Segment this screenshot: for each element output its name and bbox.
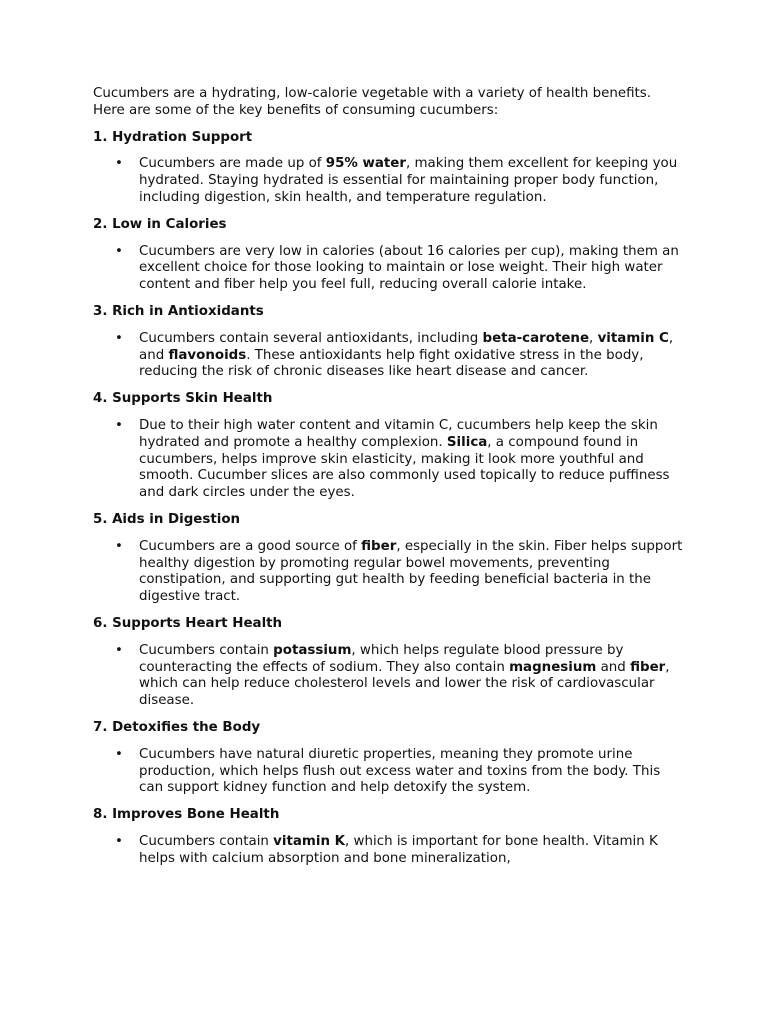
bullet-list	[93, 418, 683, 502]
bold-term: potassium	[273, 642, 352, 658]
bullet-item	[93, 747, 683, 797]
section-heading: 4. Supports Skin Health	[93, 391, 273, 407]
bullet-list	[93, 747, 683, 797]
bullet-glyph: •	[115, 642, 123, 658]
bullet-item	[93, 643, 683, 710]
bullet-glyph: •	[115, 833, 123, 849]
text-run: ,	[589, 330, 598, 346]
bold-term: flavonoids	[168, 347, 247, 363]
text-run: Cucumbers contain	[139, 642, 274, 658]
bullet-glyph: •	[115, 330, 123, 346]
text-run: , which is important for bone health. Vitamin K helps with calcium absorption and bone mineralization,	[139, 833, 658, 866]
bullet-list	[93, 331, 683, 381]
bold-term: magnesium	[509, 659, 597, 675]
bullet-list	[93, 244, 683, 294]
text-run: Cucumbers contain several antioxidants, including	[139, 330, 483, 346]
bullet-item	[93, 244, 683, 294]
text-run: , which can help reduce cholesterol levels and lower the risk of cardiovascular disease.	[139, 659, 670, 709]
bullet-glyph: •	[115, 156, 123, 172]
text-run: and	[596, 659, 631, 675]
section-heading: 5. Aids in Digestion	[93, 511, 241, 527]
bold-term: fiber	[630, 659, 666, 675]
benefit-sections	[93, 130, 683, 868]
bold-term: vitamin K	[273, 833, 346, 849]
bold-term: beta-carotene	[482, 330, 590, 346]
bullet-item	[93, 156, 683, 206]
section-heading: 8. Improves Bone Health	[93, 807, 280, 823]
bold-term: fiber	[361, 538, 397, 554]
bullet-list	[93, 834, 683, 868]
text-run: Cucumbers are a good source of	[139, 538, 362, 554]
bullet-list	[93, 643, 683, 710]
text-run: Cucumbers are very low in calories (about 16 calories per cup), making them an excellent choice for those looking to maintain or lose weight. Their high water content and fiber help you feel full, reducing overall calorie intake.	[139, 243, 679, 293]
text-run: Due to their high water content and vitamin C, cucumbers help keep the skin hydrated and promote a healthy complexion.	[139, 417, 658, 450]
bullet-item	[93, 539, 683, 606]
bold-term: vitamin C	[597, 330, 669, 346]
text-run: , which helps regulate blood pressure by counteracting the effects of sodium. They also contain	[139, 642, 624, 675]
bullet-list	[93, 539, 683, 606]
text-run: , and	[139, 330, 674, 363]
bold-term: Silica	[446, 434, 488, 450]
section-heading: 2. Low in Calories	[93, 216, 227, 232]
text-run: Cucumbers have natural diuretic properties, meaning they promote urine production, which helps flush out excess water and toxins from the body. This can support kidney function and help detoxify the system.	[139, 746, 661, 796]
text-run: Cucumbers contain	[139, 833, 274, 849]
bullet-glyph: •	[115, 746, 123, 762]
bullet-item	[93, 418, 683, 502]
bullet-item	[93, 834, 683, 868]
section-heading: 6. Supports Heart Health	[93, 615, 283, 631]
intro-paragraph: Cucumbers are a hydrating, low-calorie vegetable with a variety of health benefits. Here are some of the key benefits of consuming cucumbers:	[93, 86, 651, 118]
bold-term: 95% water	[325, 156, 406, 172]
bullet-glyph: •	[115, 243, 123, 259]
bullet-list	[93, 156, 683, 206]
section-heading: 1. Hydration Support	[93, 129, 253, 145]
section-heading: 3. Rich in Antioxidants	[93, 303, 264, 319]
bullet-glyph: •	[115, 417, 123, 433]
document-page	[93, 86, 683, 877]
bullet-item	[93, 331, 683, 381]
text-run: , making them excellent for keeping you hydrated. Staying hydrated is essential for maintaining proper body function, including digestion, skin health, and temperature regulation.	[139, 156, 678, 205]
text-run: Cucumbers are made up of	[139, 156, 326, 172]
text-run: , especially in the skin. Fiber helps support healthy digestion by promoting regular bowel movements, preventing constipation, and supporting gut health by feeding beneficial bacteria in the digestive tract.	[139, 538, 683, 605]
text-run: . These antioxidants help fight oxidative stress in the body, reducing the risk of chronic diseases like heart disease and cancer.	[139, 347, 644, 380]
bullet-glyph: •	[115, 538, 123, 554]
text-run: , a compound found in cucumbers, helps improve skin elasticity, making it look more youthful and smooth. Cucumber slices are also commonly used topically to reduce puffiness and dark circles under the eyes.	[139, 434, 670, 501]
section-heading: 7. Detoxifies the Body	[93, 719, 261, 735]
